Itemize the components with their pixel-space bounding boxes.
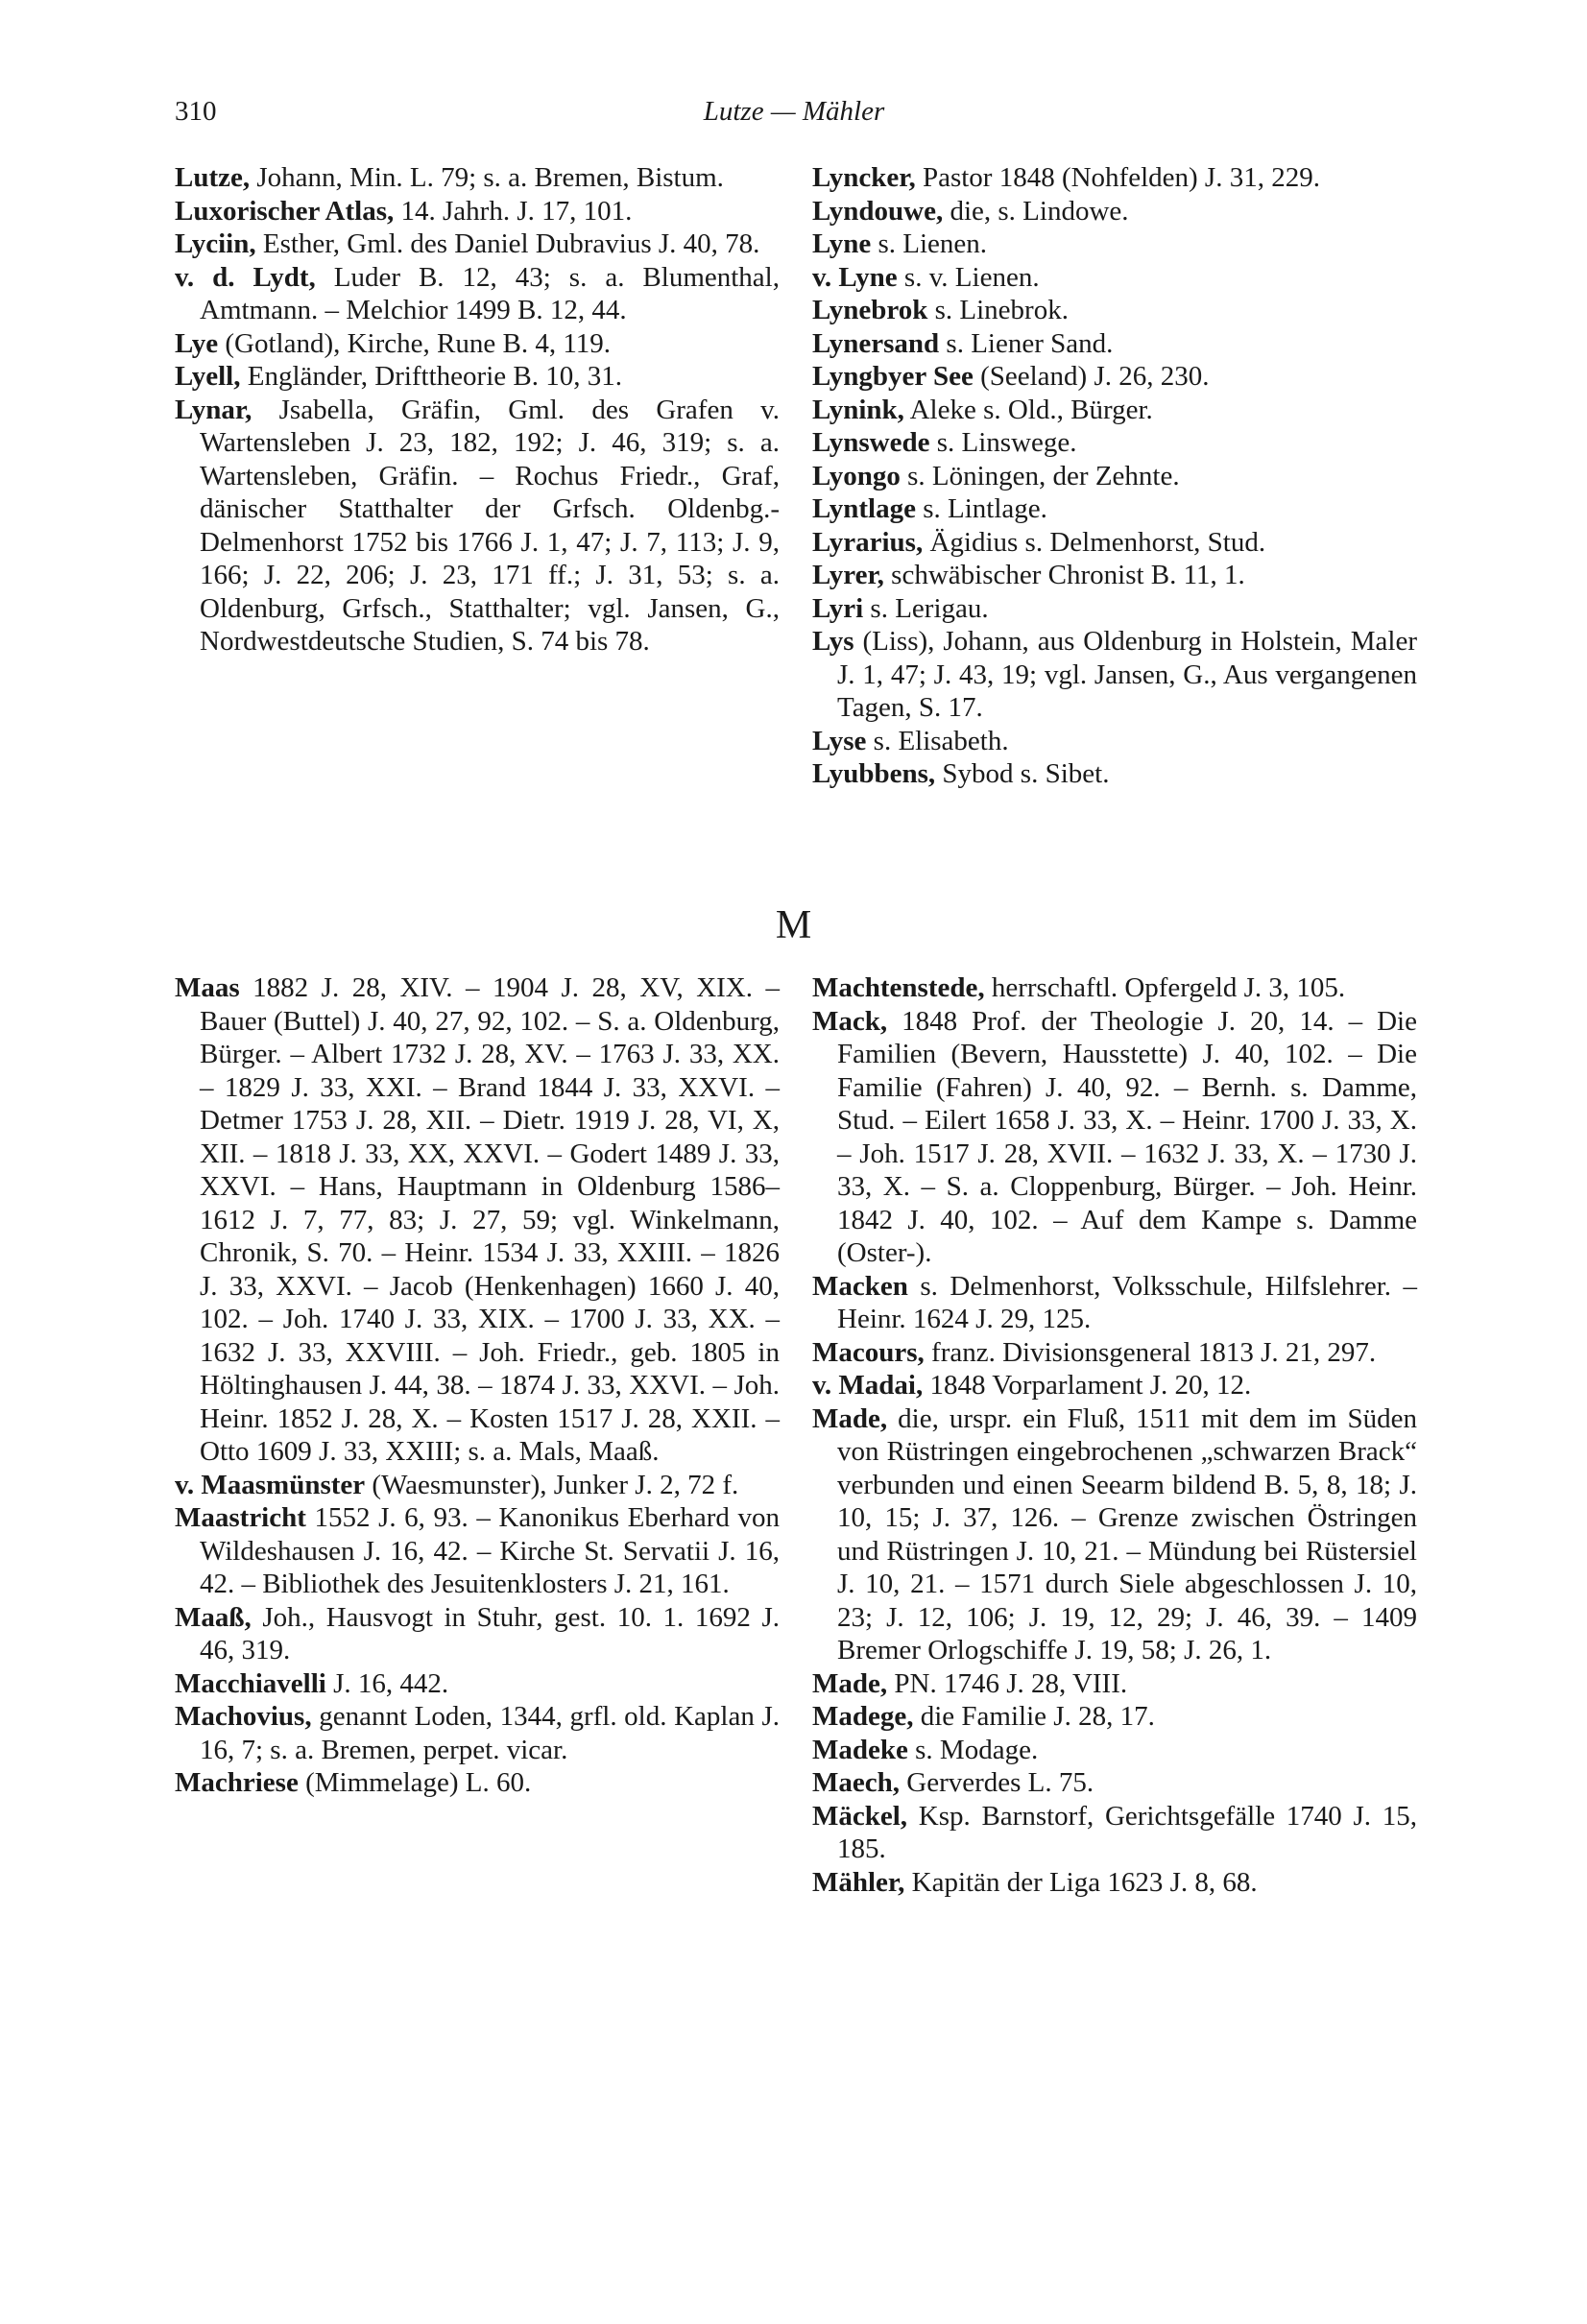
index-entry [812,1734,1417,1767]
entry-text: schwäbischer Chronist B. 11, 1. [883,560,1245,590]
index-entry [812,426,1417,460]
index-entry [812,526,1417,560]
index-entry [175,1667,780,1701]
index-entry [175,161,780,195]
entry-text: s. Linswege. [929,427,1077,458]
entry-text: (Mimmelage) L. 60. [298,1767,532,1798]
entry-headword: Luxorischer Atlas, [175,195,395,227]
entry-headword: Macchiavelli [175,1667,326,1699]
index-entry [175,1700,780,1766]
entry-headword: Lyne [812,228,872,259]
index-entry [812,294,1417,327]
entry-text: Esther, Gml. des Daniel Dubravius J. 40, 78. [255,228,760,259]
index-entry [812,971,1417,1005]
running-head [175,96,1413,134]
index-entry [812,161,1417,195]
entry-text: 1848 Vorparlament J. 20, 12. [923,1370,1252,1401]
column-l-right [812,161,1417,791]
entry-headword: Lyngbyer See [812,361,974,392]
entry-text: (Liss), Johann, aus Oldenburg in Holstein, Maler J. 1, 47; J. 43, 19; vgl. Jansen, G., Aus vergangenen Tagen, S. 17. [837,626,1417,723]
entry-headword: Maas [175,972,240,1003]
entry-headword: Machriese [175,1767,299,1798]
entry-headword: Lyubbens, [812,758,936,789]
entry-headword: Lyell, [175,361,241,392]
entry-text: Pastor 1848 (Nohfelden) J. 31, 229. [915,162,1320,193]
entry-headword: Mäckel, [812,1800,908,1832]
entry-headword: Mähler, [812,1866,905,1898]
column-m-right [812,971,1417,1899]
entry-headword: Made, [812,1667,888,1699]
index-entry [175,360,780,394]
index-entry [812,228,1417,261]
entry-headword: Maaß, [175,1601,252,1633]
index-entry [812,492,1417,526]
entry-headword: v. d. Lydt, [175,261,316,293]
entry-headword: Machtenstede, [812,972,985,1003]
entry-text: Jsabella, Gräfin, Gml. des Grafen v. Wartensleben J. 23, 182, 192; J. 46, 319; s. a. Wartensleben, Gräfin. – Rochus Friedr., Graf, dänischer Statthalter der Grfsch. Oldenbg.-Delmenhorst 1752 bis 1766 J. 1, 47; J. 7, 113; J. 9, 166; J. 22, 206; J. 23, 171 ff.; J. 31, 53; s. a. Oldenburg, Grfsch., Statthalter; vgl. Jansen, G., Nordwestdeutsche Studien, S. 74 bis 78. [200,394,780,657]
entry-text: franz. Divisionsgeneral 1813 J. 21, 297. [924,1336,1377,1368]
entry-text: Ägidius s. Delmenhorst, Stud. [923,526,1266,558]
index-entry [812,625,1417,725]
entry-headword: Maech, [812,1767,900,1798]
index-entry [812,1270,1417,1336]
entry-headword: Macours, [812,1336,925,1368]
entry-headword: Lyrer, [812,560,884,590]
entry-headword: Madeke [812,1734,908,1765]
entry-headword: Lutze, [175,162,251,193]
entry-text: 14. Jahrh. J. 17, 101. [394,195,633,227]
index-entry [812,1402,1417,1667]
entry-headword: Mack, [812,1005,888,1037]
entry-headword: Made, [812,1402,888,1434]
entry-headword: Lyse [812,725,867,756]
entry-text: J. 16, 442. [325,1667,449,1699]
entry-text: s. Löningen, der Zehnte. [900,460,1180,491]
entry-text: Johann, Min. L. 79; s. a. Bremen, Bistum. [250,162,724,193]
index-entry [812,559,1417,592]
index-entry [812,1766,1417,1800]
entry-text: s. Lintlage. [915,493,1047,524]
index-entry [812,1336,1417,1370]
entry-headword: v. Maasmünster [175,1469,366,1500]
entry-headword: Lyongo [812,460,901,491]
entry-text: Luder B. 12, 43; s. a. Blumenthal, Amtmann. – Melchior 1499 B. 12, 44. [200,261,780,325]
entry-text: die, urspr. ein Fluß, 1511 mit dem im Süden von Rüstringen eingebrochenen „schwarzen Brack“ verbunden und einen Seearm bildend B. 5, 8, 18; J. 10, 15; J. 37, 126. – Grenze zwischen Östringen und Rüstringen J. 10, 21. – Mündung bei Rüstersiel J. 10, 21. – 1571 durch Siele abgeschlossen J. 10, 23; J. 12, 106; J. 19, 12, 29; J. 46, 39. – 1409 Bremer Orlogschiffe J. 19, 58; J. 26, 1. [837,1402,1417,1665]
column-m-left [175,971,780,1800]
index-entry [812,1667,1417,1701]
entry-text: die Familie J. 28, 17. [913,1701,1155,1732]
entry-headword: Lye [175,327,219,359]
entry-headword: Lynebrok [812,295,928,325]
entry-headword: Lynersand [812,327,940,359]
entry-headword: Lyrarius, [812,526,924,558]
index-entry [812,360,1417,394]
entry-headword: Maastricht [175,1502,306,1533]
entry-headword: v. Madai, [812,1370,924,1401]
entry-text: s. Modage. [907,1734,1039,1765]
column-l-left [175,161,780,659]
index-entry [812,1866,1417,1900]
index-entry [175,971,780,1469]
entry-headword: Madege, [812,1701,914,1732]
index-entry [812,1369,1417,1402]
running-head-title: Lutze — Mähler [703,96,885,127]
index-entry [175,1601,780,1667]
section-letter-heading: M [775,903,812,947]
entry-text: 1848 Prof. der Theologie J. 20, 14. – Die Familien (Bevern, Hausstette) J. 40, 102. – Die Familie (Fahren) J. 40, 92. – Bernh. s. Damme, Stud. – Eilert 1658 J. 33, X. – Heinr. 1700 J. 33, X. – Joh. 1517 J. 28, XVII. – 1632 J. 33, X. – 1730 J. 33, X. – S. a. Cloppenburg, Bürger. – Joh. Heinr. 1842 J. 40, 102. – Auf dem Kampe s. Damme (Oster-). [837,1005,1417,1268]
index-entry [812,195,1417,228]
entry-text: (Waesmunster), Junker J. 2, 72 f. [365,1469,739,1500]
index-entry [175,1469,780,1502]
entry-text: s. Lerigau. [863,592,989,624]
index-entry [812,725,1417,758]
index-entry [812,1800,1417,1866]
index-entry [812,261,1417,295]
entry-text: Joh., Hausvogt in Stuhr, gest. 10. 1. 1692 J. 46, 319. [200,1601,780,1665]
entry-text: 1552 J. 6, 93. – Kanonikus Eberhard von Wildeshausen J. 16, 42. – Kirche St. Servatii J. 16, 42. – Bibliothek des Jesuitenklosters J. 21, 161. [200,1502,780,1599]
entry-text: Engländer, Drifttheorie B. 10, 31. [240,361,622,392]
entry-headword: Lyndouwe, [812,195,944,227]
entry-text: herrschaftl. Opfergeld J. 3, 105. [984,972,1346,1003]
entry-text: s. v. Lienen. [897,261,1040,293]
entry-text: Sybod s. Sibet. [935,758,1110,789]
index-entry [175,394,780,659]
page-number: 310 [175,96,217,127]
index-entry [812,394,1417,427]
index-entry [175,228,780,261]
entry-text: PN. 1746 J. 28, VIII. [887,1667,1128,1699]
entry-text: Ksp. Barnstorf, Gerichtsgefälle 1740 J. 15, 185. [837,1800,1417,1864]
index-entry [175,195,780,228]
index-entry [812,327,1417,361]
entry-text: s. Lienen. [871,228,988,259]
entry-text: (Gotland), Kirche, Rune B. 4, 119. [218,327,611,359]
entry-headword: Lynink, [812,394,904,425]
entry-text: Kapitän der Liga 1623 J. 8, 68. [904,1866,1258,1898]
entry-text: s. Liener Sand. [939,327,1114,359]
entry-headword: Lys [812,626,854,657]
index-entry [812,1005,1417,1270]
entry-text: s. Linebrok. [927,295,1069,325]
entry-text: (Seeland) J. 26, 230. [973,361,1210,392]
index-entry [175,327,780,361]
entry-headword: Lyri [812,592,864,624]
index-entry [175,1766,780,1800]
entry-headword: Lynswede [812,427,930,458]
entry-headword: Lyciin, [175,228,256,259]
entry-text: die, s. Lindowe. [943,195,1129,227]
entry-headword: Macken [812,1270,908,1302]
entry-text: 1882 J. 28, XIV. – 1904 J. 28, XV, XIX. – Bauer (Buttel) J. 40, 27, 92, 102. – S. a. Oldenburg, Bürger. – Albert 1732 J. 28, XV. – 1763 J. 33, XX. – 1829 J. 33, XXI. – Brand 1844 J. 33, XXVI. – Detmer 1753 J. 28, XII. – Dietr. 1919 J. 28, VI, X, XII. – 1818 J. 33, XX, XXVI. – Godert 1489 J. 33, XXVI. – Hans, Hauptmann in Oldenburg 1586–1612 J. 7, 77, 83; J. 27, 59; vgl. Winkelmann, Chronik, S. 70. – Heinr. 1534 J. 33, XXIII. – 1826 J. 33, XXVI. – Jacob (Henkenhagen) 1660 J. 40, 102. – Joh. 1740 J. 33, XIX. – 1700 J. 33, XX. – 1632 J. 33, XXVIII. – Joh. Friedr., geb. 1805 in Höltinghausen J. 44, 38. – 1874 J. 33, XXVI. – Joh. Heinr. 1852 J. 28, X. – Kosten 1517 J. 28, XXII. – Otto 1609 J. 33, XXIII; s. a. Mals, Maaß. [200,972,780,1467]
index-entry [175,261,780,327]
entry-headword: Machovius, [175,1701,312,1732]
index-entry [812,757,1417,791]
entry-text: Gerverdes L. 75. [900,1767,1094,1798]
entry-text: genannt Loden, 1344, grfl. old. Kaplan J. 16, 7; s. a. Bremen, perpet. vicar. [200,1701,780,1765]
entry-headword: Lyncker, [812,162,916,193]
entry-text: s. Elisabeth. [866,725,1009,756]
entry-text: Aleke s. Old., Bürger. [903,394,1153,425]
index-entry [175,1501,780,1601]
entry-headword: Lyntlage [812,493,916,524]
entry-text: s. Delmenhorst, Volksschule, Hilfslehrer. – Heinr. 1624 J. 29, 125. [837,1270,1417,1334]
index-entry [812,1700,1417,1734]
index-entry [812,460,1417,493]
entry-headword: Lynar, [175,394,252,425]
entry-headword: v. Lyne [812,261,898,293]
index-entry [812,592,1417,626]
